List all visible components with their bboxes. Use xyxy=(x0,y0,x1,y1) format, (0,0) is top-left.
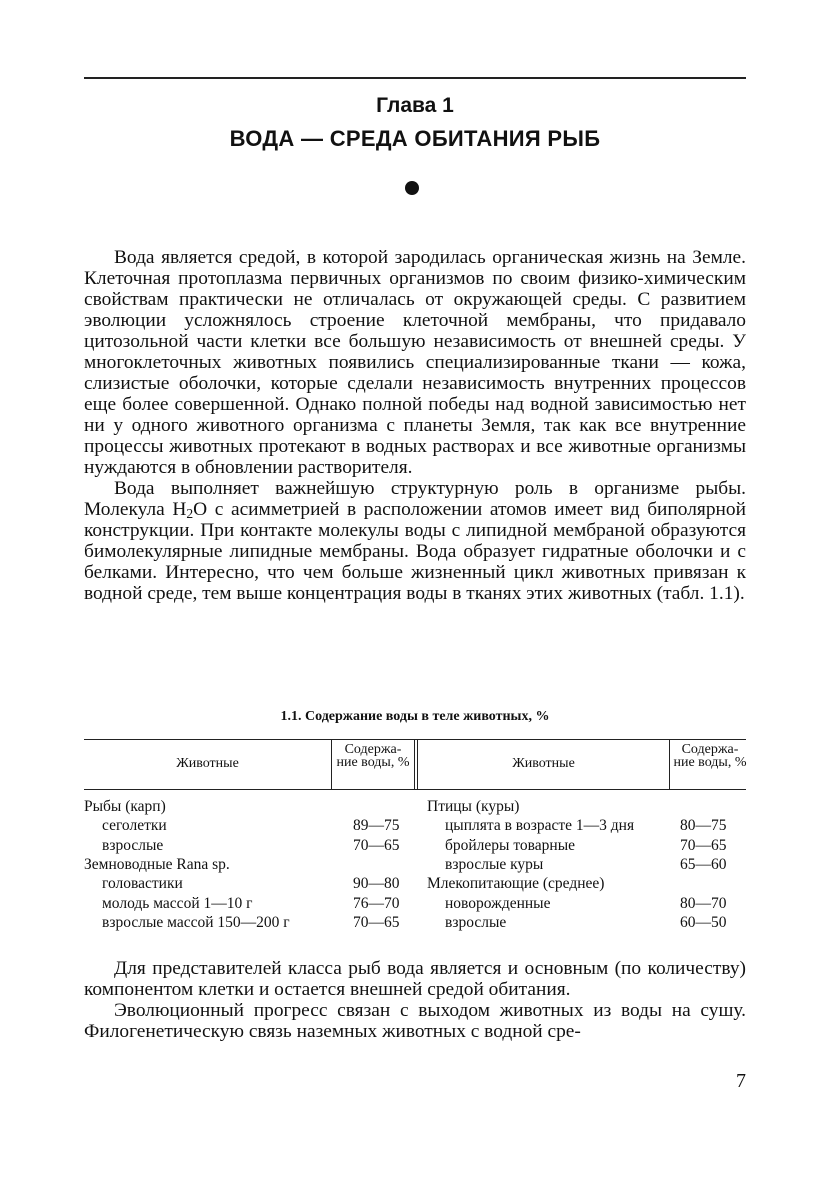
paragraph: Вода является средой, в которой зародилась органическая жизнь на Земле. Клеточная протоплазма первичных организмов по своим физико-химическим свойствам практически не отличалась от окружающей среды. С развитием эволюции усложнялось строение клеточной мембраны, что придавало цитозольной части клетки все большую независимость от внешней среды. У многоклеточных животных появились специализированные ткани — кожа, слизистые оболочки, которые сделали независимость внутренних процессов еще более совершенной. Однако полной победы над водной зависимостью нет ни у одного животного организма с планеты Земля, так как все внутренние процессы животных протекают в водных растворах и все животные организмы нуждаются в обновлении растворителя. xyxy=(84,247,746,478)
col-divider xyxy=(331,739,332,789)
table-header-rule xyxy=(84,789,746,790)
table-row-name: взрослые xyxy=(445,913,507,931)
page-number: 7 xyxy=(736,1070,746,1092)
table-row-name: бройлеры товарные xyxy=(445,836,575,854)
table-row-name: взрослые xyxy=(102,836,164,854)
paragraph-part: Вода выполняет важнейшую структурную роль в организме рыбы. Молекула H xyxy=(84,478,746,520)
table-row-value: 76—70 xyxy=(353,894,400,912)
table-top-rule xyxy=(84,739,746,740)
table-row-name: сеголетки xyxy=(102,817,167,835)
chapter-title: ВОДА — СРЕДА ОБИТАНИЯ РЫБ xyxy=(229,126,601,151)
table-row-name: взрослые куры xyxy=(445,855,544,873)
body-text-bottom xyxy=(84,958,746,1042)
header-content-left: Содержа-ние воды, % xyxy=(336,742,410,770)
paragraph xyxy=(84,478,746,604)
table-row-name: молодь массой 1—10 г xyxy=(102,894,253,912)
table-row-value: 80—70 xyxy=(680,894,727,912)
top-rule xyxy=(84,77,746,79)
subscript: 2 xyxy=(186,506,194,521)
table-row-name: Птицы (куры) xyxy=(427,798,520,815)
paragraph: Эволюционный прогресс связан с выходом животных из воды на сушу. Филогенетическую связь наземных животных с водной сре- xyxy=(84,1000,746,1042)
body-text-top xyxy=(84,247,746,604)
table-row-value: 90—80 xyxy=(353,875,400,893)
table-row-value: 70—65 xyxy=(353,913,400,931)
table-row-name: Земноводные Rana sp. xyxy=(84,855,230,873)
table-row-value: 70—65 xyxy=(353,836,400,854)
table-row-value: 65—60 xyxy=(680,855,727,873)
table-row-value: 80—75 xyxy=(680,817,727,835)
header-content-right: Содержа-ние воды, % xyxy=(673,742,747,770)
table-row-value: 60—50 xyxy=(680,913,727,931)
col-divider xyxy=(669,739,670,789)
table-row-value: 70—65 xyxy=(680,836,727,854)
bullet-ornament xyxy=(405,181,419,195)
table-row-name: взрослые массой 150—200 г xyxy=(102,913,290,931)
header-animals-left: Животные xyxy=(176,756,239,771)
table-row-name: новорожденные xyxy=(445,894,551,912)
table-row-name: цыплята в возрасте 1—3 дня xyxy=(445,817,635,835)
chapter-number: Глава 1 xyxy=(376,94,454,117)
table-row-name: Млекопитающие (среднее) xyxy=(427,875,605,893)
table-row-name: головастики xyxy=(102,875,183,893)
table-caption: 1.1. Содержание воды в теле животных, % xyxy=(280,709,550,724)
paragraph-part: O с асимметрией в расположении атомов имеет вид биполярной конструкции. При контакте молекулы воды с липидной мембраной образуются бимолекулярные липидные мембраны. Вода образует гидратные оболочки и с белками. Интересно, что чем больше жизненный цикл животных привязан к водной среде, тем выше концентрация воды в тканях этих животных (табл. 1.1). xyxy=(84,499,746,604)
col-divider xyxy=(414,739,415,789)
table-row-name: Рыбы (карп) xyxy=(84,798,166,815)
paragraph: Для представителей класса рыб вода является и основным (по количеству) компонентом клетки и остается внешней средой обитания. xyxy=(84,958,746,1000)
table-row-value: 89—75 xyxy=(353,817,400,835)
header-animals-right: Животные xyxy=(512,756,575,771)
